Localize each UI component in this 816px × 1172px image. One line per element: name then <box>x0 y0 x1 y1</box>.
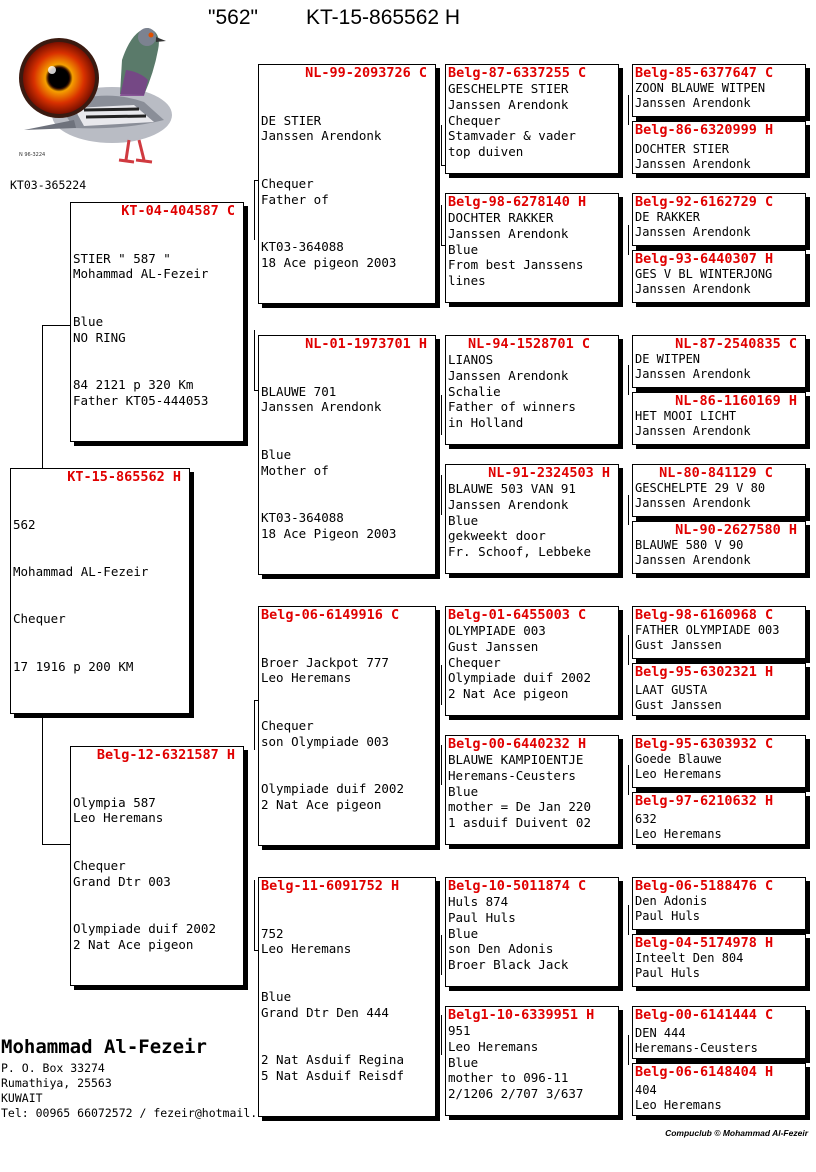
pigeon-name-title: "562" <box>208 6 258 29</box>
pedigree-connector-line <box>441 475 442 515</box>
ring-number: Belg-10-5011874 C <box>448 878 587 894</box>
pedigree-info-line: Heremans-Ceusters <box>635 1041 758 1055</box>
pedigree-info-line: LIANOS <box>448 352 494 367</box>
pedigree-info-line: DOCHTER STIER <box>635 142 729 156</box>
pedigree-info-line: DEN 444 <box>635 1026 686 1040</box>
pedigree-info-line: Chequer <box>13 611 66 627</box>
owner-address-line: P. O. Box 33274 <box>1 1061 105 1075</box>
pigeon-card-gen4-8[interactable] <box>445 1006 619 1116</box>
pedigree-connector-line <box>441 745 442 785</box>
pedigree-info-line: Leo Heremans <box>635 827 722 841</box>
pigeon-card-dam-sire[interactable] <box>258 606 436 846</box>
pedigree-info-line: 1 asduif Duivent 02 <box>448 815 591 831</box>
ring-number: Belg-93-6440307 H <box>635 251 774 267</box>
pedigree-connector-line <box>254 880 255 950</box>
pedigree-info-line: Leo Heremans <box>73 810 164 826</box>
pedigree-info-line: Janssen Arendonk <box>261 399 382 415</box>
pedigree-info-line: ZOON BLAUWE WITPEN <box>635 81 766 95</box>
pedigree-info-line: Janssen Arendonk <box>635 282 751 296</box>
pedigree-info-line: Inteelt Den 804 <box>635 951 744 965</box>
pigeon-card-gen5-7[interactable] <box>632 464 806 517</box>
pedigree-info-line <box>73 440 243 442</box>
pigeon-card-gen4-6[interactable] <box>445 735 619 845</box>
pedigree-info-line: Father of <box>261 191 329 207</box>
ring-number: Belg-06-5188476 C <box>635 878 774 894</box>
pigeon-card-gen4-2[interactable] <box>445 193 619 303</box>
pedigree-info-line: Schalie <box>448 383 501 399</box>
pedigree-info-line: Den Adonis <box>635 894 708 908</box>
pedigree-info-line: Blue <box>448 925 479 941</box>
pedigree-info-line: Leo Heremans <box>261 941 352 957</box>
pedigree-info-line: Blue <box>448 241 479 257</box>
pedigree-info-line: 2/1206 2/707 3/637 <box>448 1086 584 1102</box>
pedigree-connector-line <box>254 700 255 750</box>
pedigree-info-line: BLAUWE 701 <box>261 383 337 399</box>
ring-number: Belg-92-6162729 C <box>635 194 774 210</box>
pedigree-info-line <box>73 984 243 986</box>
pedigree-info-line: BLAUWE 503 VAN 91 <box>448 481 576 496</box>
pedigree-info-line: Chequer <box>448 112 501 128</box>
pedigree-info-line: OLYMPIADE 003 <box>448 623 546 638</box>
pedigree-info-line: son Olympiade 003 <box>261 733 389 749</box>
pedigree-connector-line <box>628 225 629 255</box>
pedigree-info-line: lines <box>448 273 486 289</box>
pedigree-connector-line <box>254 330 255 390</box>
pedigree-info-line: 2 Nat Ace pigeon <box>73 936 194 952</box>
pedigree-info-line: Gust Janssen <box>635 698 722 712</box>
pedigree-info-line: Gust Janssen <box>448 638 539 654</box>
pedigree-info-line: 562 <box>13 516 36 532</box>
pigeon-card-dam-dam[interactable] <box>258 877 436 1117</box>
pigeon-card-gen4-5[interactable] <box>445 606 619 716</box>
pedigree-info-line: Olympiade duif 2002 <box>73 920 216 936</box>
pedigree-info-line: DE RAKKER <box>635 210 701 224</box>
pedigree-info-line: Janssen Arendonk <box>635 553 751 567</box>
pigeon-card-gen5-2[interactable] <box>632 121 806 174</box>
pedigree-info-line: Leo Heremans <box>635 1098 722 1112</box>
pedigree-info-line: LAAT GUSTA <box>635 683 708 697</box>
pigeon-card-dam[interactable] <box>70 746 244 986</box>
ring-number: NL-86-1160169 H <box>675 393 797 409</box>
pedigree-info-line: 18 Ace pigeon 2003 <box>261 254 397 270</box>
pigeon-card-gen5-5[interactable] <box>632 335 806 388</box>
pedigree-info-line: gekweekt door <box>448 528 546 544</box>
pedigree-info-line: Paul Huls <box>448 909 516 925</box>
pigeon-card-gen4-4[interactable] <box>445 464 619 574</box>
ring-number: Belg-86-6320999 H <box>635 122 774 138</box>
pigeon-card-gen5-10[interactable] <box>632 663 806 716</box>
pedigree-connector-line <box>42 712 43 844</box>
pedigree-info-line: Goede Blauwe <box>635 752 722 766</box>
pedigree-info-line: Father KT05-444053 <box>73 392 209 408</box>
pedigree-info-line: Paul Huls <box>635 966 701 980</box>
ring-number: Belg-06-6149916 C <box>261 607 400 623</box>
pigeon-card-gen5-9[interactable] <box>632 606 806 659</box>
pigeon-card-subject[interactable] <box>10 468 190 714</box>
pedigree-info-line: KT03-364088 <box>261 238 344 254</box>
pedigree-info-line: GESCHELPTE STIER <box>448 81 569 96</box>
pedigree-info-line: GESCHELPTE 29 V 80 <box>635 481 766 495</box>
pedigree-connector-line <box>628 1035 629 1065</box>
pedigree-info-line: BLAUWE 580 V 90 <box>635 538 744 552</box>
pigeon-eye-logo <box>14 10 179 170</box>
pedigree-connector-line <box>441 125 442 165</box>
ring-number: Belg1-10-6339951 H <box>448 1007 595 1023</box>
pigeon-card-gen5-1[interactable] <box>632 64 806 117</box>
ring-number: Belg-06-6148404 H <box>635 1064 774 1080</box>
pigeon-card-gen5-15[interactable] <box>632 1006 806 1059</box>
pedigree-connector-line <box>628 765 629 795</box>
pedigree-info-line: Janssen Arendonk <box>448 496 569 512</box>
pedigree-info-line: son Den Adonis <box>448 941 554 957</box>
pedigree-info-line: Janssen Arendonk <box>635 157 751 171</box>
pedigree-info-line: Janssen Arendonk <box>448 367 569 383</box>
ring-number: Belg-87-6337255 C <box>448 65 587 81</box>
pedigree-info-line: Leo Heremans <box>448 1038 539 1054</box>
pedigree-info-line: FATHER OLYMPIADE 003 <box>635 623 780 637</box>
pedigree-info-line: Fr. Schoof, Lebbeke <box>448 544 591 560</box>
owner-address-line: Rumathiya, 25563 <box>1 1076 112 1090</box>
pigeon-card-gen5-16[interactable] <box>632 1063 806 1116</box>
pedigree-connector-line <box>441 1015 442 1055</box>
ring-number: Belg-04-5174978 H <box>635 935 774 951</box>
pedigree-info-line: Blue <box>448 1054 479 1070</box>
ring-number: NL-01-1973701 H <box>305 336 427 352</box>
pedigree-info-line: Janssen Arendonk <box>261 128 382 144</box>
ring-number: NL-99-2093726 C <box>305 65 427 81</box>
pedigree-info-line: HET MOOI LICHT <box>635 409 737 423</box>
pigeon-card-sire-dam[interactable] <box>258 335 436 575</box>
pedigree-info-line: 632 <box>635 812 657 826</box>
pedigree-info-line: Grand Dtr 003 <box>73 873 171 889</box>
pedigree-connector-line <box>441 205 442 245</box>
pedigree-info-line: Stamvader & vader <box>448 128 576 144</box>
ring-number: Belg-95-6303932 C <box>635 736 774 752</box>
pedigree-info-line: 2 Nat Asduif Regina <box>261 1051 404 1067</box>
pedigree-info-line: Blue <box>448 783 479 799</box>
pedigree-info-line <box>261 1115 435 1117</box>
pedigree-info-line: Broer Jackpot 777 <box>261 654 389 670</box>
pedigree-info-line: From best Janssens <box>448 257 584 273</box>
pedigree-info-line: Chequer <box>448 654 501 670</box>
ring-number: Belg-12-6321587 H <box>96 747 235 763</box>
pedigree-info-line: Mother of <box>261 462 329 478</box>
pedigree-connector-line <box>441 395 442 435</box>
pedigree-info-line: in Holland <box>448 415 524 431</box>
ring-number: Belg-97-6210632 H <box>635 793 774 809</box>
pedigree-info-line: 84 2121 p 320 Km <box>73 376 194 392</box>
pedigree-info-line <box>261 573 435 575</box>
pigeon-card-gen5-12[interactable] <box>632 792 806 845</box>
footer-credit: Compuclub © Mohammad Al-Fezeir <box>665 1128 808 1138</box>
pedigree-info-line: Leo Heremans <box>635 767 722 781</box>
pedigree-connector-line <box>628 635 629 665</box>
ring-number: Belg-00-6440232 H <box>448 736 587 752</box>
pedigree-info-line: KT03-364088 <box>261 509 344 525</box>
owner-name: Mohammad Al-Fezeir <box>1 1036 207 1058</box>
pigeon-card-gen4-7[interactable] <box>445 877 619 987</box>
pedigree-connector-line <box>42 325 70 326</box>
pigeon-card-gen4-3[interactable] <box>445 335 619 445</box>
logo-ring-label: KT03-365224 <box>10 178 87 192</box>
ring-number: KT-15-865562 H <box>67 469 181 485</box>
pedigree-connector-line <box>441 665 442 705</box>
pedigree-info-line: top duiven <box>448 144 524 160</box>
pigeon-card-gen5-14[interactable] <box>632 934 806 987</box>
ring-number: NL-94-1528701 C <box>468 336 590 352</box>
pigeon-card-gen5-6[interactable] <box>632 392 806 445</box>
pedigree-info-line: Broer Black Jack <box>448 957 569 973</box>
pedigree-info-line: STIER " 587 " <box>73 250 171 266</box>
pedigree-info-line: 752 <box>261 925 284 941</box>
pedigree-connector-line <box>42 844 70 845</box>
pigeon-card-gen5-13[interactable] <box>632 877 806 930</box>
pedigree-info-line: Grand Dtr Den 444 <box>261 1004 389 1020</box>
pedigree-info-line: GES V BL WINTERJONG <box>635 267 773 281</box>
pedigree-info-line: Mohammad AL-Fezeir <box>13 563 149 579</box>
pedigree-info-line <box>261 302 435 304</box>
ring-number: Belg-95-6302321 H <box>635 664 774 680</box>
pedigree-connector-line <box>628 495 629 525</box>
ring-number: Belg-98-6160968 C <box>635 607 774 623</box>
ring-number: NL-87-2540835 C <box>675 336 797 352</box>
pedigree-info-line: DE WITPEN <box>635 352 701 366</box>
pedigree-connector-line <box>628 365 629 395</box>
pedigree-info-line: Olympiade duif 2002 <box>448 670 591 686</box>
pedigree-info-line: Chequer <box>73 857 126 873</box>
pigeon-card-gen5-3[interactable] <box>632 193 806 246</box>
ring-number: NL-91-2324503 H <box>488 465 610 481</box>
pedigree-info-line: mother to 096-11 <box>448 1070 569 1086</box>
pedigree-info-line: Blue <box>261 446 292 462</box>
pedigree-info-line: Heremans-Ceusters <box>448 767 576 783</box>
pedigree-info-line: 17 1916 p 200 KM <box>13 658 134 674</box>
pedigree-connector-line <box>441 935 442 975</box>
pedigree-connector-line <box>628 905 629 935</box>
pedigree-info-line: Janssen Arendonk <box>635 225 751 239</box>
pedigree-info-line: BLAUWE KAMPIOENTJE <box>448 752 584 767</box>
owner-contact-line: Tel: 00965 66072572 / fezeir@hotmail. <box>1 1106 258 1120</box>
ring-number: KT-04-404587 C <box>121 203 235 219</box>
pigeon-card-sire-sire[interactable] <box>258 64 436 304</box>
pedigree-info-line <box>261 844 435 846</box>
pedigree-info-line: 18 Ace Pigeon 2003 <box>261 525 397 541</box>
pedigree-info-line: Paul Huls <box>635 909 701 923</box>
pedigree-info-line: Mohammad AL-Fezeir <box>73 266 209 282</box>
pedigree-info-line: Blue <box>261 988 292 1004</box>
pedigree-info-line: Janssen Arendonk <box>635 367 751 381</box>
pedigree-info-line: DE STIER <box>261 112 322 128</box>
pedigree-info-line: Janssen Arendonk <box>635 496 751 510</box>
ring-number: Belg-01-6455003 C <box>448 607 587 623</box>
pedigree-info-line: 2 Nat Ace pigeon <box>261 796 382 812</box>
ring-number: NL-90-2627580 H <box>675 522 797 538</box>
pigeon-ring-title: KT-15-865562 H <box>306 6 461 29</box>
ring-number: Belg-11-6091752 H <box>261 878 400 894</box>
pedigree-info-line: Leo Heremans <box>261 670 352 686</box>
pedigree-info-line: Olympiade duif 2002 <box>261 780 404 796</box>
pedigree-connector-line <box>42 325 43 470</box>
pedigree-info-line: Chequer <box>261 717 314 733</box>
pedigree-connector-line <box>628 95 629 125</box>
pedigree-info-line: 404 <box>635 1083 657 1097</box>
ring-number: Belg-85-6377647 C <box>635 65 774 81</box>
pedigree-info-line: Blue <box>73 313 104 329</box>
pedigree-connector-line <box>254 180 255 240</box>
pigeon-card-sire[interactable] <box>70 202 244 442</box>
pedigree-info-line: 5 Nat Asduif Reisdf <box>261 1067 404 1083</box>
pigeon-card-gen5-11[interactable] <box>632 735 806 788</box>
pedigree-info-line: 951 <box>448 1023 471 1038</box>
pedigree-info-line: NO RING <box>73 329 126 345</box>
pedigree-info-line: Janssen Arendonk <box>635 96 751 110</box>
pigeon-card-gen4-1[interactable] <box>445 64 619 174</box>
ring-number: Belg-98-6278140 H <box>448 194 587 210</box>
pedigree-info-line: Olympia 587 <box>73 794 156 810</box>
pedigree-info-line: Huls 874 <box>448 894 509 909</box>
pedigree-info-line: Chequer <box>261 175 314 191</box>
pedigree-info-line: Gust Janssen <box>635 638 722 652</box>
owner-address-line: KUWAIT <box>1 1091 43 1105</box>
pedigree-info-line: Blue <box>448 512 479 528</box>
pedigree-info-line: mother = De Jan 220 <box>448 799 591 815</box>
pigeon-card-gen5-8[interactable] <box>632 521 806 574</box>
pedigree-info-line: Father of winners <box>448 399 576 415</box>
pedigree-info-line: Janssen Arendonk <box>448 96 569 112</box>
ring-number: Belg-00-6141444 C <box>635 1007 774 1023</box>
ring-number: NL-80-841129 C <box>659 465 773 481</box>
svg-text:N 96-3224: N 96-3224 <box>19 152 46 158</box>
pedigree-info-line: Janssen Arendonk <box>448 225 569 241</box>
pedigree-info-line: Janssen Arendonk <box>635 424 751 438</box>
pedigree-info-line: DOCHTER RAKKER <box>448 210 554 225</box>
pedigree-info-line: 2 Nat Ace pigeon <box>448 686 569 702</box>
pigeon-card-gen5-4[interactable] <box>632 250 806 303</box>
